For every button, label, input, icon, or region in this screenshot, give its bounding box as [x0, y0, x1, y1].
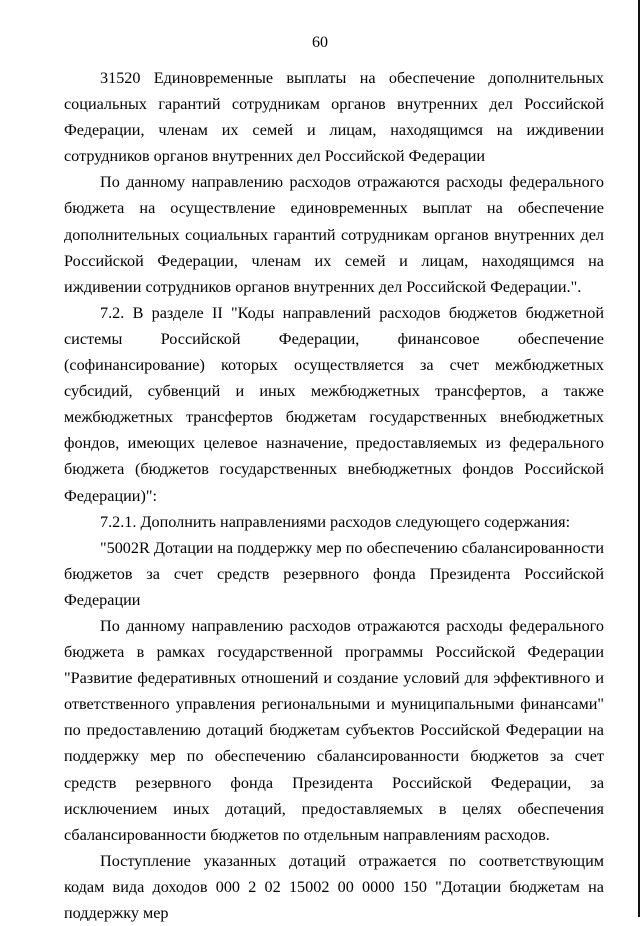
paragraph-7-2-1: 7.2.1. Дополнить направлениями расходов следующего содержания: — [100, 512, 571, 531]
paragraph-7-2: 7.2. В разделе II "Коды направлений расходов бюджетов бюджетной системы Российской Федерации, финансовое обеспечение (софинансирование) которых осуществляется за счет межбюджетных субсидий, субвенций и иных межбюджетных трансфертов, а также межбюджетных трансфертов бюджетам государственных внебюджетных фондов, имеющих целевое назначение, предоставляемых из федерального бюджета (бюджетов государственных внебюджетных фондов Российской Федерации)": — [64, 303, 604, 505]
document-body — [64, 65, 604, 926]
page-number: 60 — [312, 34, 328, 51]
paragraph-receipts: Поступление указанных дотаций отражается по соответствующим кодам вида доходов 000 2 02 15002 00 0000 150 "Дотации бюджетам на поддержку мер — [64, 851, 604, 922]
paragraph-31520-description: По данному направлению расходов отражаются расходы федерального бюджета на осуществление единовременных выплат на обеспечение дополнительных социальных гарантий сотрудникам органов внутренних дел Российской Федерации, членам их семей и лицам, находящимся на иждивении сотрудников органов внутренних дел Российской Федерации.". — [64, 173, 604, 296]
paragraph-5002r-title: "5002R Дотации на поддержку мер по обеспечению сбалансированности бюджетов за счет средств резервного фонда Президента Российской Федерации — [64, 538, 604, 609]
paragraph-5002r-description: По данному направлению расходов отражаются расходы федерального бюджета в рамках государственной программы Российской Федерации "Развитие федеративных отношений и создание условий для эффективного и ответственного управления региональными и муниципальными финансами" по предоставлению дотаций бюджетам субъектов Российской Федерации на поддержку мер по обеспечению сбалансированности бюджетов за счет средств резервного фонда Президента Российской Федерации, за исключением иных дотаций, предоставляемых в целях обеспечения сбалансированности бюджетов по отдельным направлениям расходов. — [64, 616, 604, 844]
paragraph-31520-title: 31520 Единовременные выплаты на обеспечение дополнительных социальных гарантий сотрудникам органов внутренних дел Российской Федерации, членам их семей и лицам, находящимся на иждивении сотрудников органов внутренних дел Российской Федерации — [64, 69, 604, 166]
